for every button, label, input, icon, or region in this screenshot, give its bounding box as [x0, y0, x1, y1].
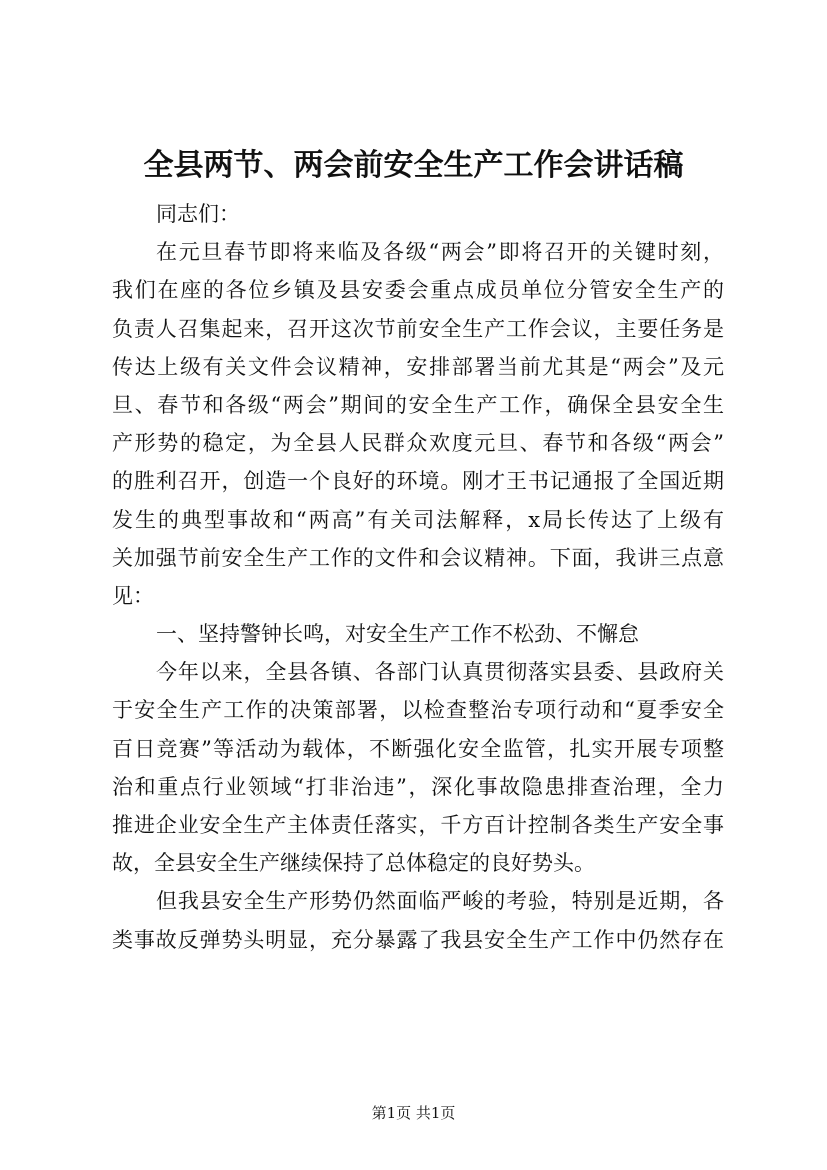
text-line: 产形势的稳定，为全县人民群众欢度元旦、春节和各级“两会” [112, 431, 724, 456]
text-line: 故，全县安全生产继续保持了总体稳定的良好势头。 [112, 851, 595, 876]
text-line: 传达上级有关文件会议精神，安排部署当前尤其是“两会”及元 [112, 354, 724, 379]
text-line: 推进企业安全生产主体责任落实，千方百计控制各类生产安全事 [112, 813, 724, 837]
text-line: 治和重点行业领域“打非治违”，深化事故隐患排查治理，全力 [112, 774, 724, 799]
text-line: 今年以来，全县各镇、各部门认真贯彻落实县委、县政府关 [156, 660, 724, 685]
document-title: 全县两节、两会前安全生产工作会讲话稿 [143, 148, 684, 183]
document-body [112, 195, 724, 959]
text-line: 发生的典型事故和“两高”有关司法解释，x局长传达了上级有 [112, 507, 724, 532]
text-line: 百日竞赛”等活动为载体，不断强化安全监管，扎实开展专项整 [112, 736, 724, 761]
text-line: 旦、春节和各级“两会”期间的安全生产工作，确保全县安全生 [112, 392, 724, 417]
text-line: 但我县安全生产形势仍然面临严峻的考验，特别是近期，各 [156, 889, 724, 914]
text-line: 关加强节前安全生产工作的文件和会议精神。下面，我讲三点意 [112, 545, 724, 570]
page-footer: 第1页 共1页 [371, 1104, 456, 1122]
text-line: 于安全生产工作的决策部署，以检查整治专项行动和“夏季安全 [112, 698, 724, 723]
text-line: 我们在座的各位乡镇及县安委会重点成员单位分管安全生产的 [112, 278, 724, 303]
text-line: 负责人召集起来，召开这次节前安全生产工作会议，主要任务是 [112, 316, 724, 341]
text-line: 的胜利召开，创造一个良好的环境。刚才王书记通报了全国近期 [112, 469, 724, 494]
text-line: 同志们： [156, 202, 240, 226]
text-line: 见： [112, 583, 154, 608]
text-line: 一、坚持警钟长鸣，对安全生产工作不松劲、不懈怠 [156, 622, 639, 647]
text-line: 类事故反弹势头明显，充分暴露了我县安全生产工作中仍然存在 [112, 927, 724, 952]
text-line: 在元旦春节即将来临及各级“两会”即将召开的关键时刻， [156, 240, 724, 265]
